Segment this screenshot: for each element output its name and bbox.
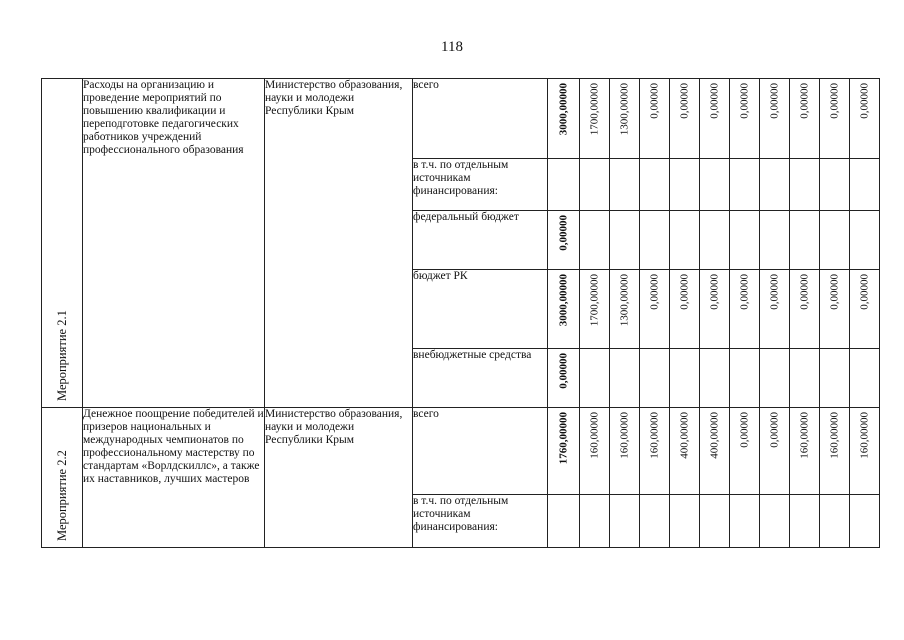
year-value-cell bbox=[730, 79, 760, 159]
amount-value: 0,00000 bbox=[858, 83, 870, 119]
amount-value: 400,00000 bbox=[708, 412, 720, 459]
year-value-cell bbox=[610, 159, 640, 211]
year-value-cell bbox=[610, 79, 640, 159]
year-value-cell bbox=[790, 495, 820, 548]
measure-label: Мероприятие 2.2 bbox=[55, 450, 69, 541]
year-value-cell bbox=[820, 159, 850, 211]
year-value-cell bbox=[580, 270, 610, 349]
year-value-cell bbox=[670, 211, 700, 270]
year-value-cell bbox=[580, 349, 610, 408]
table-row bbox=[42, 79, 880, 159]
year-value-cell bbox=[700, 495, 730, 548]
year-value-cell bbox=[820, 408, 850, 495]
amount-value: 1300,00000 bbox=[618, 83, 630, 136]
year-value-cell bbox=[610, 495, 640, 548]
amount-value: 0,00000 bbox=[798, 83, 810, 119]
amount-value: 0,00000 bbox=[828, 274, 840, 310]
amount-value: 160,00000 bbox=[648, 412, 660, 459]
amount-value: 3000,00000 bbox=[557, 274, 569, 327]
year-value-cell bbox=[760, 211, 790, 270]
executor-cell: Министерство образования, науки и молодежи Республики Крым bbox=[265, 79, 413, 408]
year-value-cell bbox=[790, 79, 820, 159]
year-value-cell bbox=[700, 159, 730, 211]
year-value-cell bbox=[760, 270, 790, 349]
year-value-cell bbox=[640, 79, 670, 159]
year-value-cell bbox=[640, 211, 670, 270]
year-value-cell bbox=[700, 211, 730, 270]
year-value-cell bbox=[610, 211, 640, 270]
year-value-cell bbox=[850, 270, 880, 349]
funding-source-label: всего bbox=[413, 79, 548, 159]
amount-value: 160,00000 bbox=[858, 412, 870, 459]
amount-value: 1700,00000 bbox=[588, 274, 600, 327]
year-value-cell bbox=[700, 270, 730, 349]
amount-value: 0,00000 bbox=[798, 274, 810, 310]
year-value-cell bbox=[580, 408, 610, 495]
year-value-cell bbox=[820, 211, 850, 270]
amount-value: 1760,00000 bbox=[557, 412, 569, 465]
amount-value: 1300,00000 bbox=[618, 274, 630, 327]
amount-value: 0,00000 bbox=[708, 83, 720, 119]
year-value-cell bbox=[760, 159, 790, 211]
budget-table bbox=[41, 78, 880, 548]
year-value-cell bbox=[640, 408, 670, 495]
year-value-cell bbox=[640, 495, 670, 548]
total-value-cell bbox=[548, 408, 580, 495]
year-value-cell bbox=[760, 79, 790, 159]
funding-source-label: внебюджетные средства bbox=[413, 349, 548, 408]
year-value-cell bbox=[790, 349, 820, 408]
year-value-cell bbox=[730, 211, 760, 270]
amount-value: 400,00000 bbox=[678, 412, 690, 459]
amount-value: 0,00000 bbox=[708, 274, 720, 310]
funding-source-label: в т.ч. по отдельным источникам финансирования: bbox=[413, 159, 548, 211]
year-value-cell bbox=[850, 159, 880, 211]
year-value-cell bbox=[790, 408, 820, 495]
year-value-cell bbox=[580, 495, 610, 548]
total-value-cell bbox=[548, 211, 580, 270]
funding-source-label: в т.ч. по отдельным источникам финансирования: bbox=[413, 495, 548, 548]
year-value-cell bbox=[670, 159, 700, 211]
year-value-cell bbox=[850, 79, 880, 159]
funding-source-label: бюджет РК bbox=[413, 270, 548, 349]
amount-value: 0,00000 bbox=[648, 274, 660, 310]
measure-description: Денежное поощрение победителей и призеров национальных и международных чемпионатов по профессиональному мастерству по стандартам «Ворлдскиллс», а также их наставников, лучших мастеров bbox=[83, 408, 265, 548]
total-value-cell bbox=[548, 79, 580, 159]
year-value-cell bbox=[610, 349, 640, 408]
amount-value: 0,00000 bbox=[738, 412, 750, 448]
year-value-cell bbox=[640, 349, 670, 408]
year-value-cell bbox=[610, 408, 640, 495]
total-value-cell bbox=[548, 349, 580, 408]
year-value-cell bbox=[640, 159, 670, 211]
total-value-cell bbox=[548, 495, 580, 548]
year-value-cell bbox=[820, 495, 850, 548]
year-value-cell bbox=[820, 79, 850, 159]
measure-label: Мероприятие 2.1 bbox=[55, 310, 69, 401]
amount-value: 0,00000 bbox=[768, 274, 780, 310]
year-value-cell bbox=[850, 349, 880, 408]
year-value-cell bbox=[700, 349, 730, 408]
amount-value: 0,00000 bbox=[557, 215, 569, 251]
page-number: 118 bbox=[441, 39, 463, 55]
amount-value: 0,00000 bbox=[738, 83, 750, 119]
total-value-cell bbox=[548, 270, 580, 349]
year-value-cell bbox=[730, 159, 760, 211]
executor-cell: Министерство образования, науки и молодежи Республики Крым bbox=[265, 408, 413, 548]
year-value-cell bbox=[580, 79, 610, 159]
year-value-cell bbox=[580, 159, 610, 211]
year-value-cell bbox=[730, 408, 760, 495]
funding-source-label: всего bbox=[413, 408, 548, 495]
year-value-cell bbox=[670, 79, 700, 159]
amount-value: 0,00000 bbox=[557, 353, 569, 389]
year-value-cell bbox=[790, 211, 820, 270]
year-value-cell bbox=[730, 349, 760, 408]
amount-value: 0,00000 bbox=[678, 274, 690, 310]
year-value-cell bbox=[850, 495, 880, 548]
year-value-cell bbox=[700, 79, 730, 159]
year-value-cell bbox=[670, 495, 700, 548]
amount-value: 0,00000 bbox=[768, 412, 780, 448]
year-value-cell bbox=[670, 349, 700, 408]
amount-value: 160,00000 bbox=[588, 412, 600, 459]
year-value-cell bbox=[850, 211, 880, 270]
year-value-cell bbox=[730, 495, 760, 548]
amount-value: 0,00000 bbox=[738, 274, 750, 310]
year-value-cell bbox=[820, 349, 850, 408]
year-value-cell bbox=[760, 349, 790, 408]
table-row bbox=[42, 408, 880, 495]
year-value-cell bbox=[700, 408, 730, 495]
year-value-cell bbox=[580, 211, 610, 270]
year-value-cell bbox=[670, 270, 700, 349]
year-value-cell bbox=[820, 270, 850, 349]
measure-cell bbox=[42, 408, 83, 548]
year-value-cell bbox=[760, 408, 790, 495]
amount-value: 0,00000 bbox=[768, 83, 780, 119]
total-value-cell bbox=[548, 159, 580, 211]
funding-source-label: федеральный бюджет bbox=[413, 211, 548, 270]
amount-value: 1700,00000 bbox=[588, 83, 600, 136]
measure-cell bbox=[42, 79, 83, 408]
amount-value: 0,00000 bbox=[828, 83, 840, 119]
year-value-cell bbox=[640, 270, 670, 349]
year-value-cell bbox=[760, 495, 790, 548]
year-value-cell bbox=[730, 270, 760, 349]
amount-value: 3000,00000 bbox=[557, 83, 569, 136]
amount-value: 160,00000 bbox=[798, 412, 810, 459]
amount-value: 0,00000 bbox=[648, 83, 660, 119]
year-value-cell bbox=[610, 270, 640, 349]
amount-value: 160,00000 bbox=[828, 412, 840, 459]
year-value-cell bbox=[670, 408, 700, 495]
amount-value: 0,00000 bbox=[858, 274, 870, 310]
year-value-cell bbox=[850, 408, 880, 495]
year-value-cell bbox=[790, 270, 820, 349]
measure-description: Расходы на организацию и проведение мероприятий по повышению квалификации и переподготовке педагогических работников учреждений профессионального образования bbox=[83, 79, 265, 408]
amount-value: 0,00000 bbox=[678, 83, 690, 119]
amount-value: 160,00000 bbox=[618, 412, 630, 459]
year-value-cell bbox=[790, 159, 820, 211]
